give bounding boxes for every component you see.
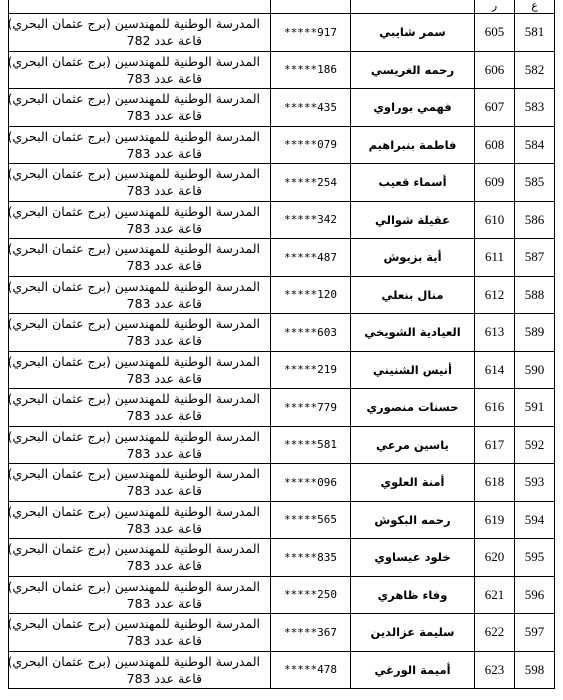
table-row: [9, 651, 555, 689]
row-number-cell: 595: [515, 539, 555, 577]
exam-center-cell: [9, 539, 271, 577]
seat-number-cell: 617: [475, 426, 515, 464]
table-row: [9, 239, 555, 277]
candidate-name-cell: ياسين مرعي: [351, 426, 475, 464]
exam-center-name: المدرسة الوطنية للمهندسين (برج عثمان البحري): [7, 53, 260, 69]
seat-number-cell: 621: [475, 576, 515, 614]
exam-center-cell: [9, 14, 271, 52]
row-number-cell: 589: [515, 314, 555, 352]
id-number-cell: *****342: [271, 201, 351, 239]
table-row: [9, 426, 555, 464]
id-number-cell: *****835: [271, 539, 351, 577]
row-number-cell: 591: [515, 389, 555, 427]
exam-center-cell: [9, 389, 271, 427]
exam-center-cell: [9, 351, 271, 389]
seat-number-cell: 619: [475, 501, 515, 539]
id-number-cell: *****581: [271, 426, 351, 464]
candidate-name-cell: فاطمة بنبراهيم: [351, 126, 475, 164]
seat-number-cell: 609: [475, 164, 515, 202]
candidate-name-cell: العيادية الشويخي: [351, 314, 475, 352]
seat-number-cell: 607: [475, 89, 515, 127]
seat-number-cell: 612: [475, 276, 515, 314]
candidate-name-cell: أمنة العلوي: [351, 464, 475, 502]
table-row: [9, 351, 555, 389]
exam-center-name: المدرسة الوطنية للمهندسين (برج عثمان البحري): [7, 316, 260, 332]
exam-center-name: المدرسة الوطنية للمهندسين (برج عثمان البحري): [7, 91, 260, 107]
table-row: [9, 464, 555, 502]
exam-room: قاعة عدد 783: [126, 408, 202, 424]
seat-number-cell: 618: [475, 464, 515, 502]
id-number-cell: *****120: [271, 276, 351, 314]
row-number-cell: 587: [515, 239, 555, 277]
seat-number-cell: 622: [475, 614, 515, 652]
seat-number-cell: 606: [475, 51, 515, 89]
row-number-cell: 583: [515, 89, 555, 127]
candidate-name-cell: وفاء ظاهري: [351, 576, 475, 614]
id-number-cell: *****565: [271, 501, 351, 539]
exam-center-cell: [9, 576, 271, 614]
row-number-cell: 597: [515, 614, 555, 652]
seat-number-cell: 614: [475, 351, 515, 389]
row-number-cell: 588: [515, 276, 555, 314]
exam-room: قاعة عدد 783: [126, 183, 202, 199]
id-number-cell: *****186: [271, 51, 351, 89]
table-row: [9, 51, 555, 89]
exam-center-name: المدرسة الوطنية للمهندسين (برج عثمان البحري): [7, 503, 260, 519]
exam-center-cell: [9, 314, 271, 352]
exam-room: قاعة عدد 783: [126, 633, 202, 649]
exam-room: قاعة عدد 783: [126, 70, 202, 86]
id-number-cell: *****478: [271, 651, 351, 689]
candidate-name-cell: حسنات منصوري: [351, 389, 475, 427]
exam-center-name: المدرسة الوطنية للمهندسين (برج عثمان البحري): [7, 128, 260, 144]
exam-room: قاعة عدد 783: [126, 258, 202, 274]
seat-number-cell: 610: [475, 201, 515, 239]
candidate-name-cell: أية بزيوش: [351, 239, 475, 277]
table-row: [9, 164, 555, 202]
candidate-name-cell: فهمي بوراوي: [351, 89, 475, 127]
table-row: [9, 389, 555, 427]
table-row: [9, 576, 555, 614]
exam-center-cell: [9, 614, 271, 652]
table-row: [9, 501, 555, 539]
exam-room: قاعة عدد 783: [126, 108, 202, 124]
table-row: [9, 276, 555, 314]
exam-room: قاعة عدد 782: [126, 33, 202, 49]
exam-center-cell: [9, 276, 271, 314]
candidate-name-cell: أنيس الشنيني: [351, 351, 475, 389]
exam-center-name: المدرسة الوطنية للمهندسين (برج عثمان البحري): [7, 466, 260, 482]
exam-room: قاعة عدد 783: [126, 220, 202, 236]
row-number-cell: 598: [515, 651, 555, 689]
id-number-cell: *****079: [271, 126, 351, 164]
candidate-name-cell: خلود عيساوي: [351, 539, 475, 577]
exam-room: قاعة عدد 783: [126, 595, 202, 611]
exam-center-cell: [9, 239, 271, 277]
id-number-cell: *****487: [271, 239, 351, 277]
id-number-cell: *****250: [271, 576, 351, 614]
exam-center-cell: [9, 501, 271, 539]
exam-center-cell: [9, 164, 271, 202]
id-number-cell: *****917: [271, 14, 351, 52]
exam-center-cell: [9, 464, 271, 502]
table-row: [9, 126, 555, 164]
row-number-cell: 586: [515, 201, 555, 239]
row-number-cell: 581: [515, 14, 555, 52]
exam-room: قاعة عدد 783: [126, 145, 202, 161]
exam-center-cell: [9, 426, 271, 464]
candidate-name-cell: سليمة عزالدين: [351, 614, 475, 652]
row-number-cell: 584: [515, 126, 555, 164]
exam-room: قاعة عدد 783: [126, 483, 202, 499]
id-number-cell: *****219: [271, 351, 351, 389]
candidates-table-sheet: [8, 0, 554, 689]
exam-center-name: المدرسة الوطنية للمهندسين (برج عثمان البحري): [7, 278, 260, 294]
candidate-name-cell: رحمه الغريسي: [351, 51, 475, 89]
exam-center-name: المدرسة الوطنية للمهندسين (برج عثمان البحري): [7, 353, 260, 369]
exam-center-name: المدرسة الوطنية للمهندسين (برج عثمان البحري): [7, 391, 260, 407]
table-row: [9, 539, 555, 577]
table-row: [9, 89, 555, 127]
candidate-name-cell: رحمه البكوش: [351, 501, 475, 539]
candidates-table: [8, 0, 555, 689]
id-number-cell: *****435: [271, 89, 351, 127]
header-cin-cell: [271, 0, 351, 14]
candidate-name-cell: سمر شايبي: [351, 14, 475, 52]
exam-center-cell: [9, 126, 271, 164]
exam-room: قاعة عدد 783: [126, 558, 202, 574]
exam-center-cell: [9, 89, 271, 127]
header-name-cell: [351, 0, 475, 14]
table-row: [9, 314, 555, 352]
exam-center-name: المدرسة الوطنية للمهندسين (برج عثمان البحري): [7, 166, 260, 182]
exam-center-name: المدرسة الوطنية للمهندسين (برج عثمان البحري): [7, 203, 260, 219]
row-number-cell: 590: [515, 351, 555, 389]
row-number-cell: 592: [515, 426, 555, 464]
seat-number-cell: 623: [475, 651, 515, 689]
candidate-name-cell: أسماء قعيب: [351, 164, 475, 202]
exam-room: قاعة عدد 783: [126, 370, 202, 386]
exam-center-name: المدرسة الوطنية للمهندسين (برج عثمان البحري): [7, 541, 260, 557]
table-row: [9, 14, 555, 52]
candidate-name-cell: منال بنعلي: [351, 276, 475, 314]
seat-number-cell: 605: [475, 14, 515, 52]
header-number-cell: ع: [515, 0, 555, 14]
exam-center-name: المدرسة الوطنية للمهندسين (برج عثمان البحري): [7, 16, 260, 32]
exam-room: قاعة عدد 783: [126, 295, 202, 311]
seat-number-cell: 613: [475, 314, 515, 352]
exam-center-name: المدرسة الوطنية للمهندسين (برج عثمان البحري): [7, 653, 260, 669]
table-row: [9, 614, 555, 652]
candidate-name-cell: أميمة الورغي: [351, 651, 475, 689]
candidate-name-cell: عقيلة شوالي: [351, 201, 475, 239]
row-number-cell: 582: [515, 51, 555, 89]
table-row: [9, 201, 555, 239]
exam-center-cell: [9, 651, 271, 689]
table-header-row: [9, 0, 555, 14]
exam-center-name: المدرسة الوطنية للمهندسين (برج عثمان البحري): [7, 616, 260, 632]
seat-number-cell: 611: [475, 239, 515, 277]
header-center-cell: [9, 0, 271, 14]
id-number-cell: *****779: [271, 389, 351, 427]
row-number-cell: 593: [515, 464, 555, 502]
seat-number-cell: 620: [475, 539, 515, 577]
exam-room: قاعة عدد 783: [126, 445, 202, 461]
exam-center-cell: [9, 51, 271, 89]
exam-center-cell: [9, 201, 271, 239]
seat-number-cell: 608: [475, 126, 515, 164]
exam-center-name: المدرسة الوطنية للمهندسين (برج عثمان البحري): [7, 578, 260, 594]
id-number-cell: *****096: [271, 464, 351, 502]
exam-room: قاعة عدد 783: [126, 520, 202, 536]
row-number-cell: 594: [515, 501, 555, 539]
exam-room: قاعة عدد 783: [126, 333, 202, 349]
id-number-cell: *****603: [271, 314, 351, 352]
row-number-cell: 596: [515, 576, 555, 614]
id-number-cell: *****367: [271, 614, 351, 652]
id-number-cell: *****254: [271, 164, 351, 202]
exam-room: قاعة عدد 783: [126, 670, 202, 686]
exam-center-name: المدرسة الوطنية للمهندسين (برج عثمان البحري): [7, 241, 260, 257]
seat-number-cell: 616: [475, 389, 515, 427]
header-seat-cell: ر: [475, 0, 515, 14]
exam-center-name: المدرسة الوطنية للمهندسين (برج عثمان البحري): [7, 428, 260, 444]
row-number-cell: 585: [515, 164, 555, 202]
